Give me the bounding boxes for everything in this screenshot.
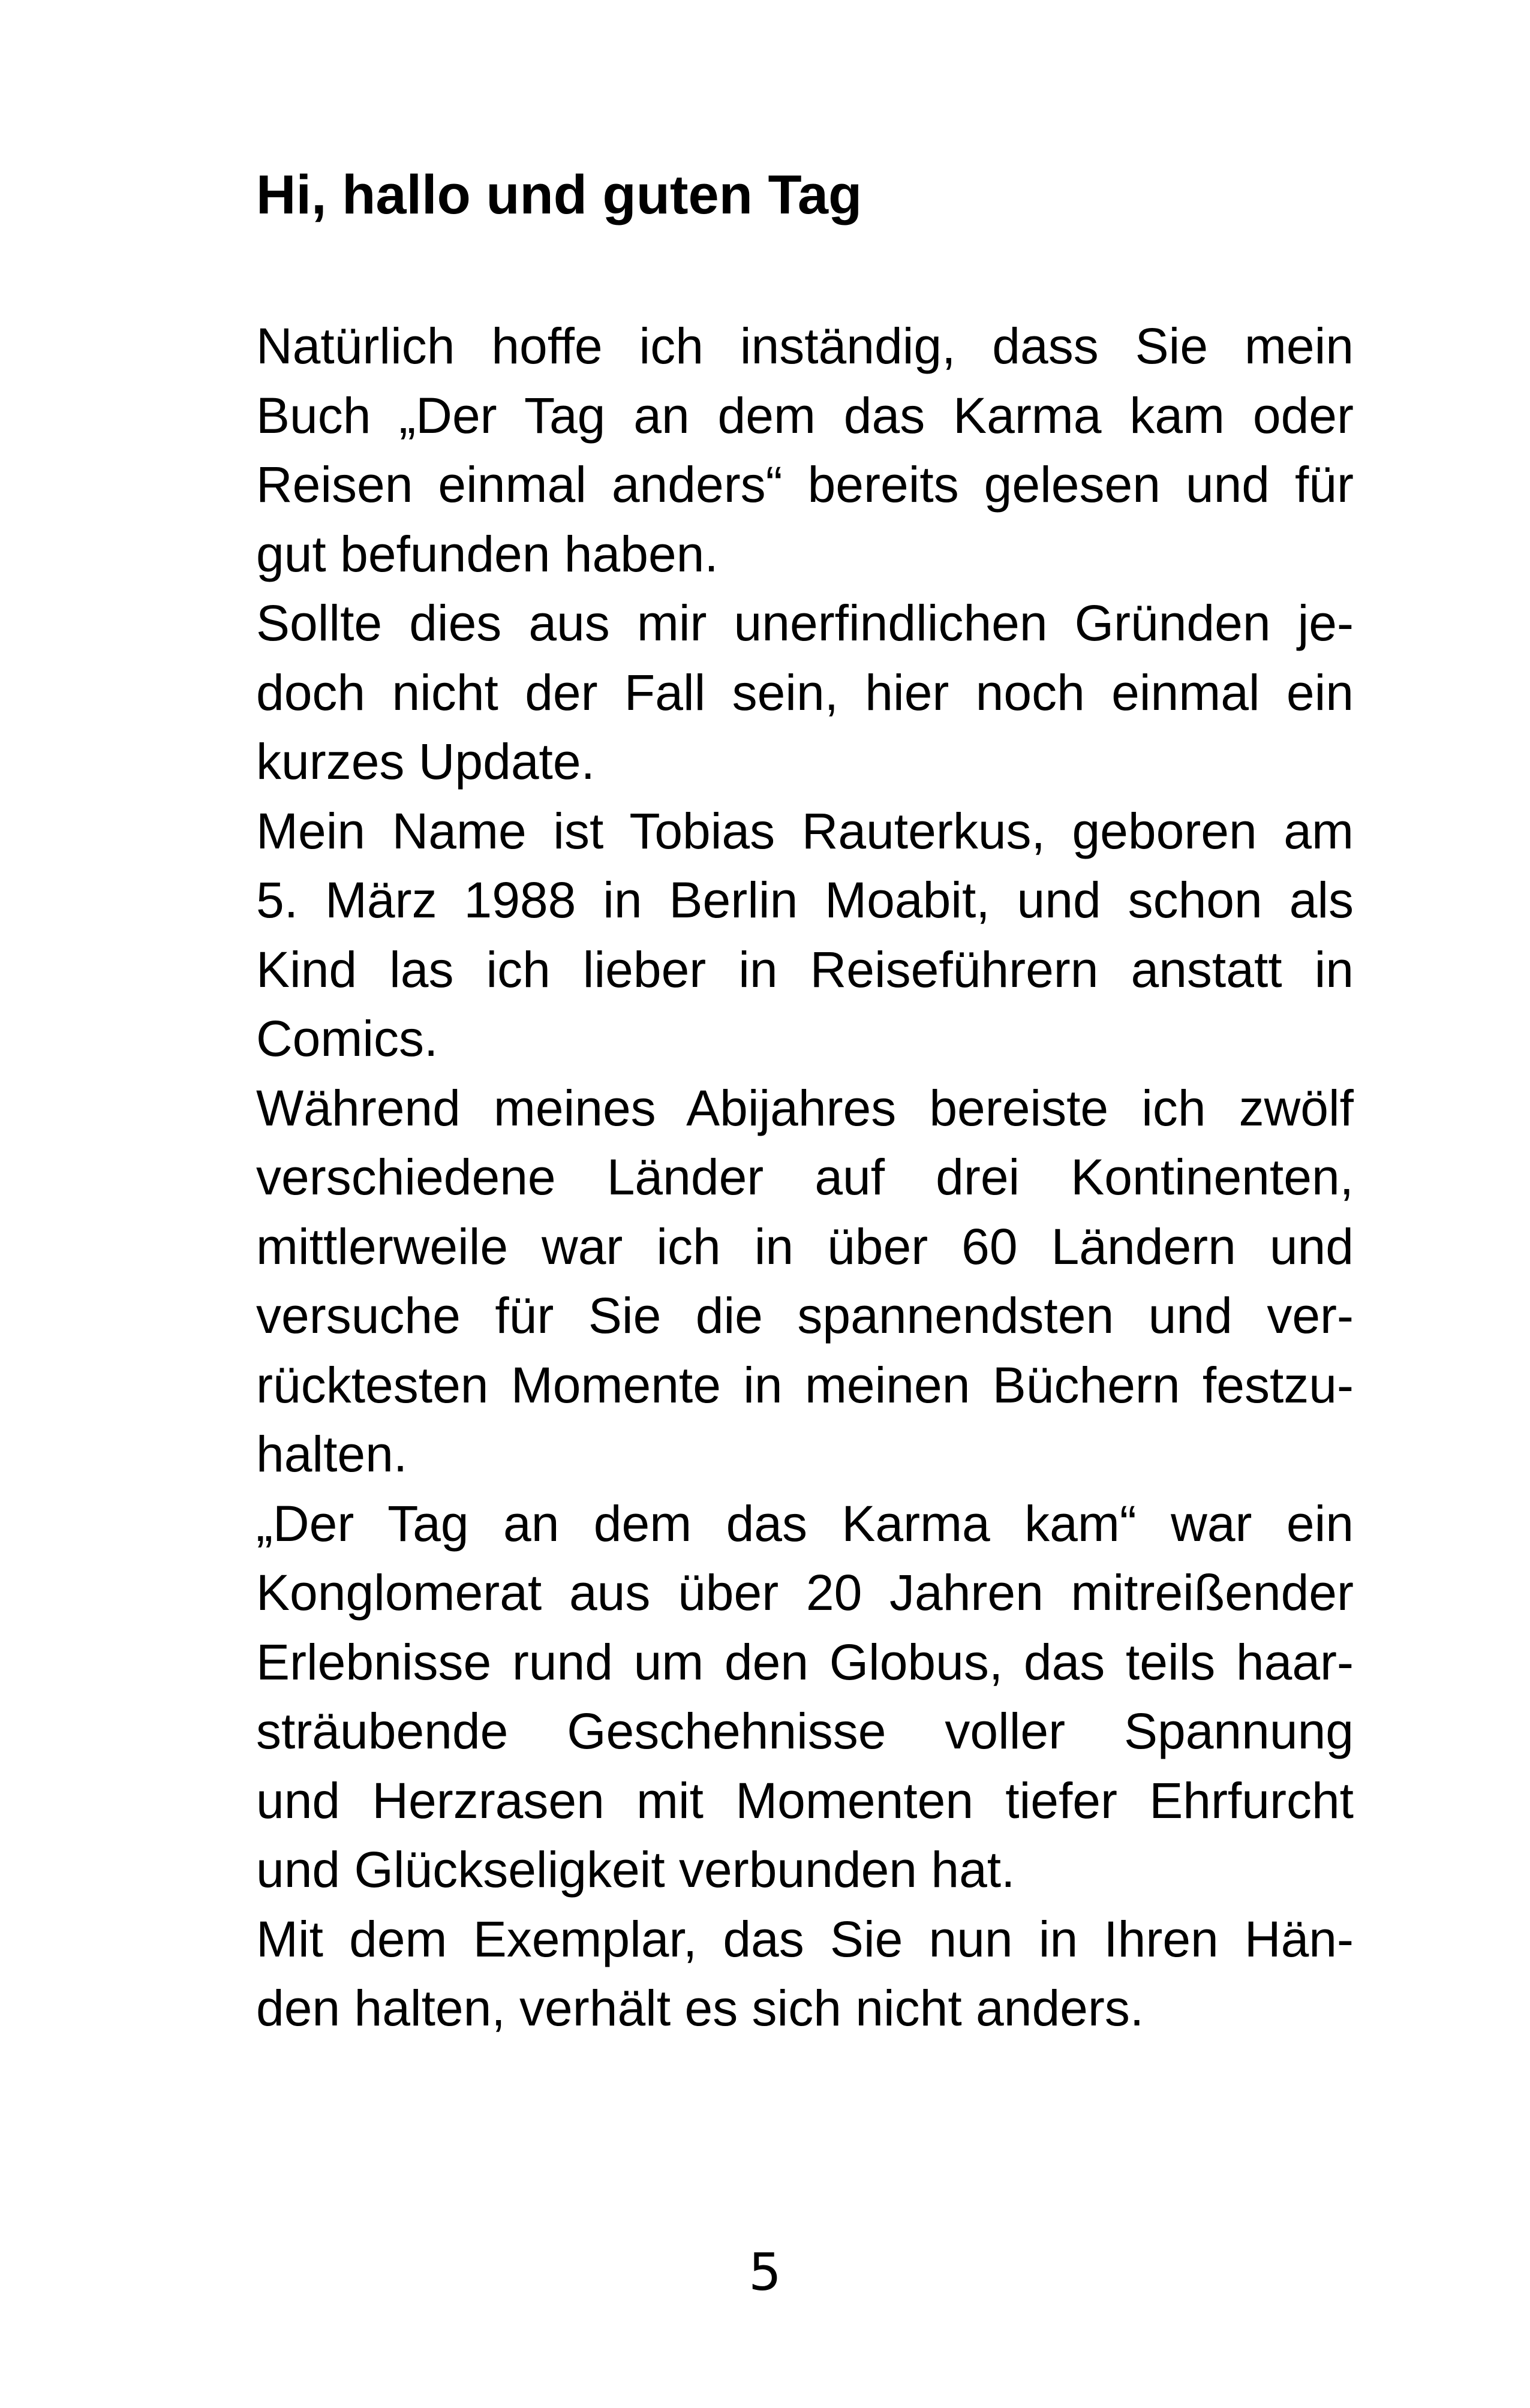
text-line: halten. [256, 1426, 408, 1482]
text-line: sträubende Geschehnisse voller Spannung [256, 1703, 1354, 1759]
page-number: 5 [749, 2243, 781, 2302]
text-line: Natürlich hoffe ich inständig, dass Sie mein [256, 318, 1354, 374]
chapter-heading: Hi, hallo und guten Tag [256, 164, 862, 225]
text-line: rücktesten Momente in meinen Büchern festzu- [256, 1356, 1354, 1413]
text-line: Reisen einmal anders“ bereits gelesen und für [256, 456, 1354, 513]
text-line: 5. März 1988 in Berlin Moabit, und schon als [256, 872, 1354, 928]
text-line: und Glückseligkeit verbunden hat. [256, 1841, 1015, 1898]
text-line: Während meines Abijahres bereiste ich zwölf [256, 1079, 1354, 1136]
text-line: „Der Tag an dem das Karma kam“ war ein [256, 1495, 1354, 1552]
text-line: Sollte dies aus mir unerfindlichen Gründen je- [256, 595, 1354, 651]
text-line: mittlerweile war ich in über 60 Ländern und [256, 1218, 1354, 1275]
text-line: verschiedene Länder auf drei Kontinenten, [256, 1149, 1354, 1205]
text-line: kurzes Update. [256, 733, 595, 790]
text-line: versuche für Sie die spannendsten und ver- [256, 1287, 1354, 1344]
text-line: doch nicht der Fall sein, hier noch einmal ein [256, 664, 1354, 721]
text-line: Comics. [256, 1010, 438, 1067]
text-line: gut befunden haben. [256, 525, 719, 582]
text-line: Buch „Der Tag an dem das Karma kam oder [256, 387, 1354, 444]
text-line: Kind las ich lieber in Reiseführern anstatt in [256, 941, 1354, 998]
body-text [256, 312, 1354, 2043]
text-line: Konglomerat aus über 20 Jahren mitreißender [256, 1564, 1354, 1621]
text-line: Erlebnisse rund um den Globus, das teils haar- [256, 1633, 1354, 1690]
text-line: Mit dem Exemplar, das Sie nun in Ihren Hän- [256, 1910, 1354, 1967]
text-line: den halten, verhält es sich nicht anders. [256, 1980, 1144, 2036]
text-line: und Herzrasen mit Momenten tiefer Ehrfurcht [256, 1772, 1354, 1829]
text-line: Mein Name ist Tobias Rauterkus, geboren am [256, 802, 1354, 859]
